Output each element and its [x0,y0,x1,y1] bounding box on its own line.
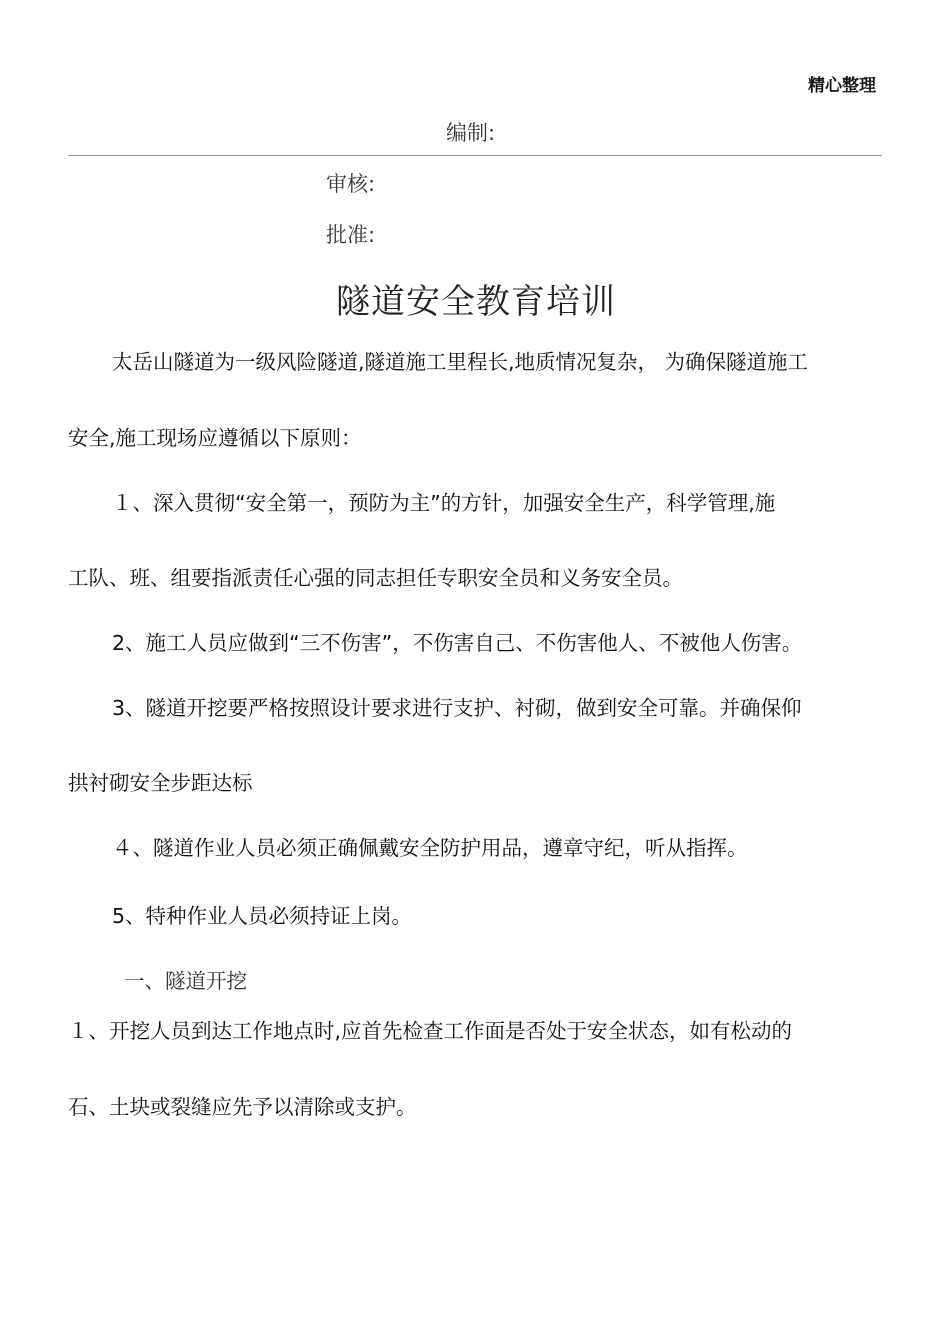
section-heading-excavation: 一、隧道开挖 [124,969,247,993]
excavation-item-1-line-1: １、开挖人员到达工作地点时,应首先检查工作面是否处于安全状态，如有松动的 [68,1019,793,1043]
header-divider [68,155,882,156]
rule-5: 5、特种作业人员必须持证上岗。 [112,904,413,928]
header-note: 精心整理 [808,76,876,96]
intro-line-2: 安全,施工现场应遵循以下原则： [68,426,362,450]
compiler-label: 编制: [446,121,496,145]
rule-4: ４、隧道作业人员必须正确佩戴安全防护用品，遵章守纪，听从指挥。 [112,836,748,860]
rule-1-line-2: 工队、班、组要指派责任心强的同志担任专职安全员和义务安全员。 [68,566,683,590]
rule-3-line-2: 拱衬砌安全步距达标 [68,771,253,795]
document-title: 隧道安全教育培训 [336,282,616,322]
excavation-item-1-line-2: 石、土块或裂缝应先予以清除或支护。 [68,1095,417,1119]
rule-1-line-1: １、深入贯彻“安全第一，预防为主”的方针，加强安全生产，科学管理,施 [112,491,776,515]
rule-3-line-1: 3、隧道开挖要严格按照设计要求进行支护、衬砌，做到安全可靠。并确保仰 [112,696,802,720]
intro-line-1: 太岳山隧道为一级风险隧道,隧道施工里程长,地质情况复杂， 为确保隧道施工 [112,350,809,374]
reviewer-label: 审核: [326,172,376,196]
approver-label: 批准: [326,223,376,247]
rule-2: 2、施工人员应做到“三不伤害”，不伤害自己、不伤害他人、不被他人伤害。 [112,631,803,655]
